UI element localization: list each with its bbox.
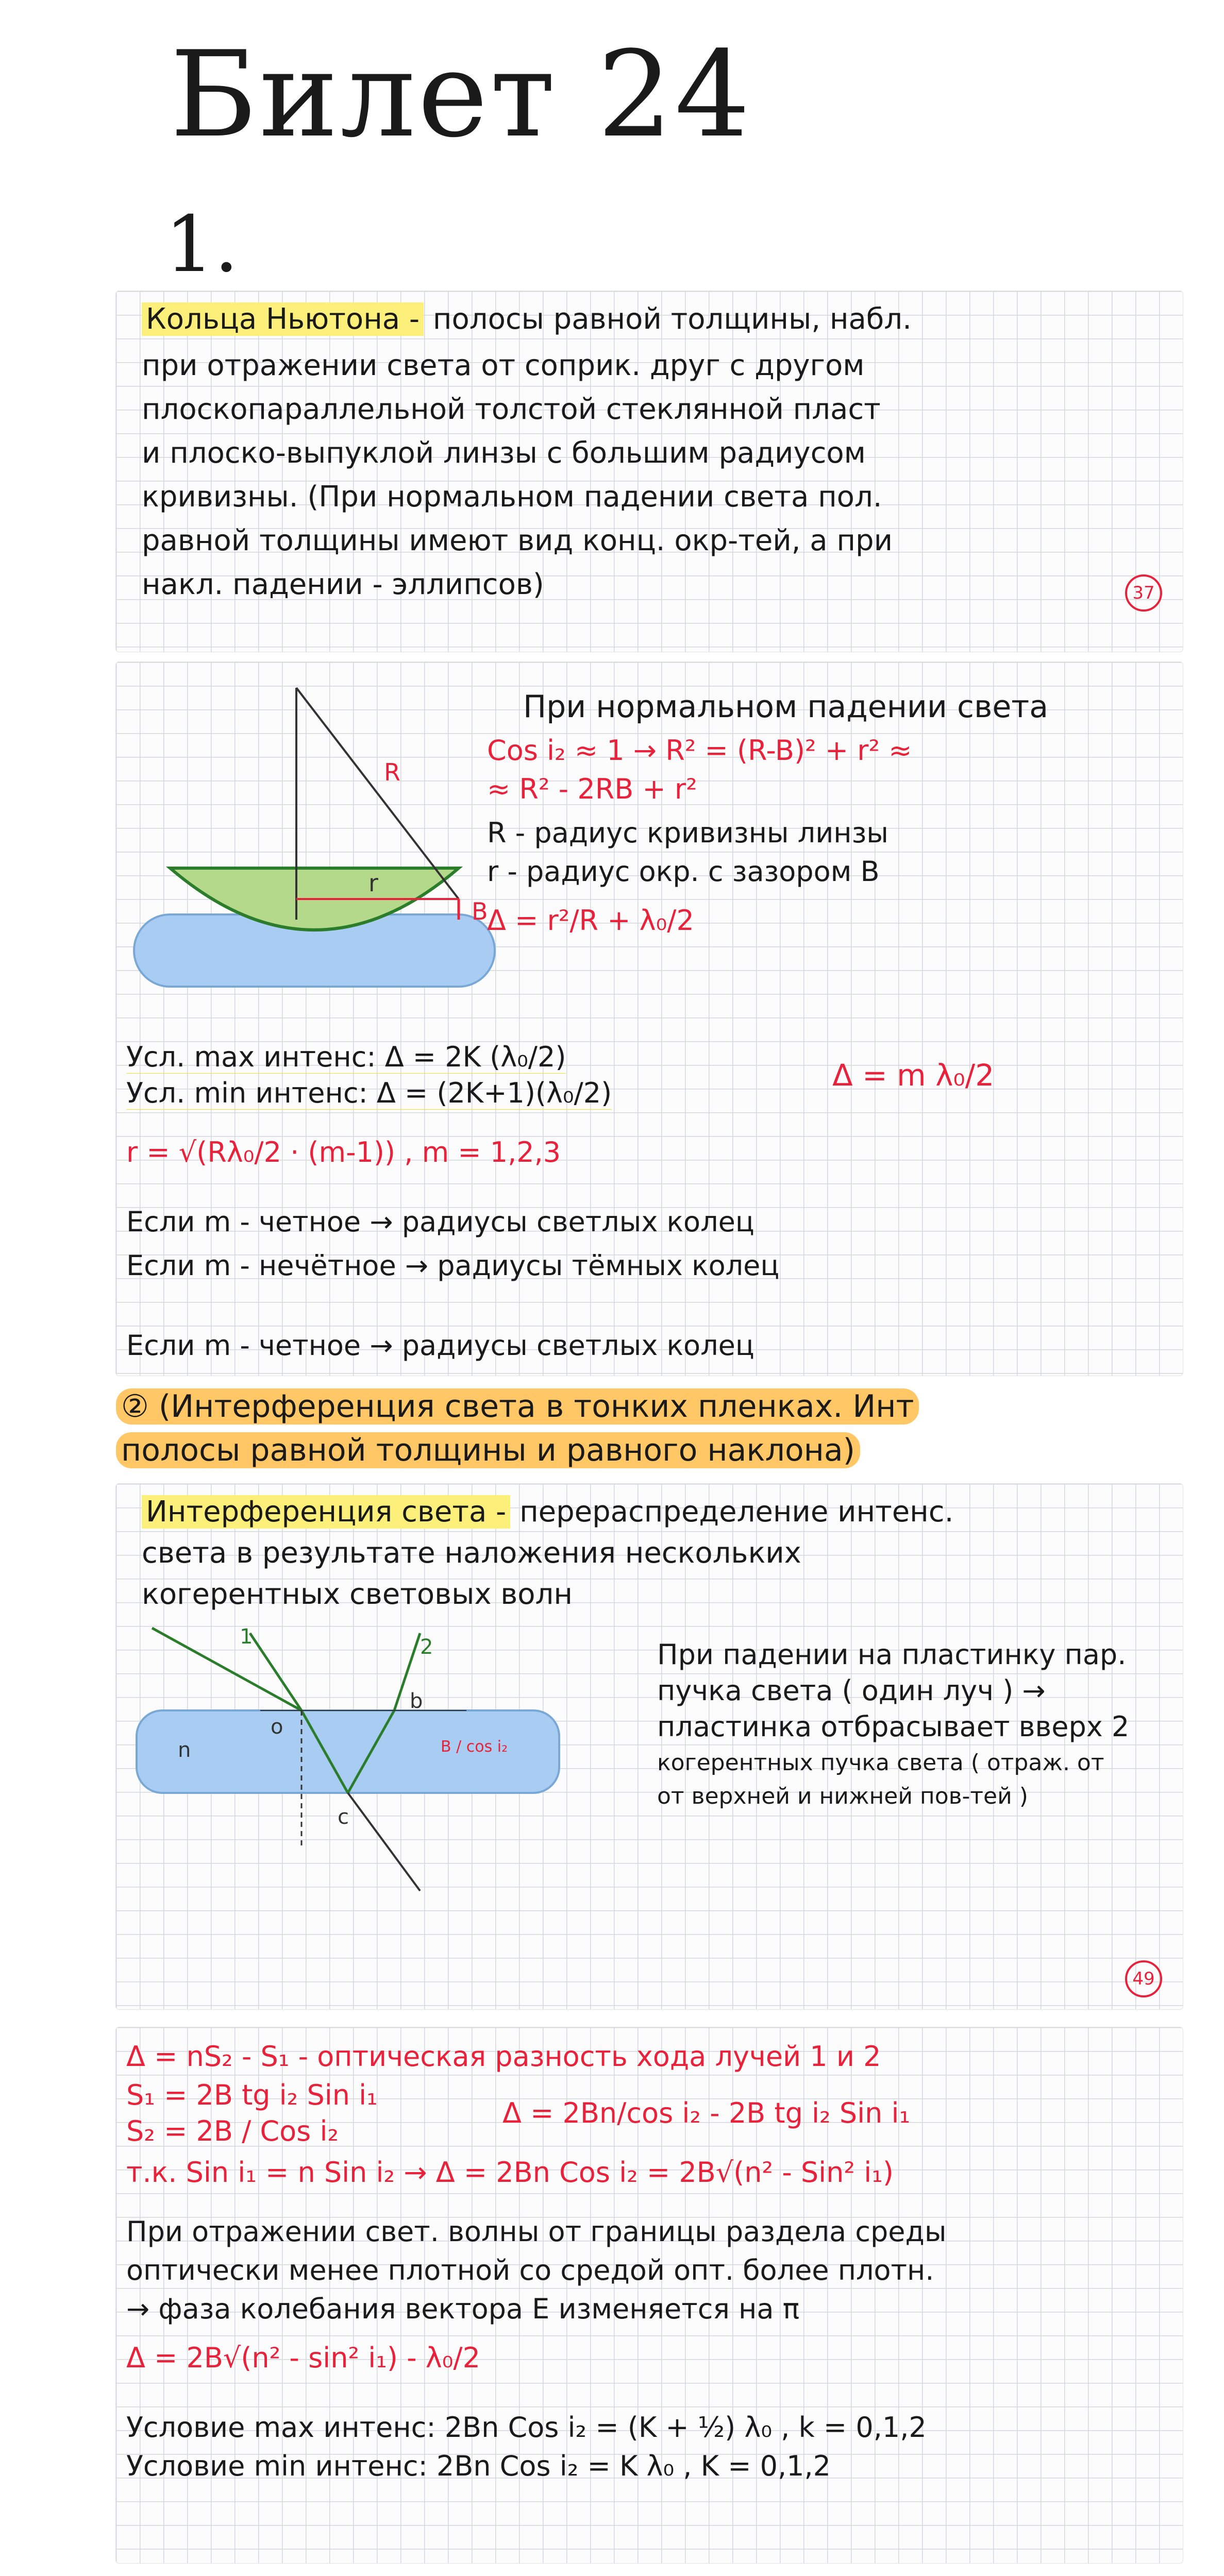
svg-text:2: 2 <box>420 1635 433 1659</box>
condition-max: Условие max интенс: 2Bn Cos i₂ = (K + ½) λ₀ , k = 0,1,2 <box>126 2411 927 2444</box>
delta-with-phase: Δ = 2B√(n² - sin² i₁) - λ₀/2 <box>126 2342 480 2374</box>
card-interference-thin-film <box>116 1484 1183 2009</box>
right-text-1: При падении на пластинку пар. <box>657 1638 1127 1671</box>
def-line-3: когерентных световых волн <box>142 1578 573 1611</box>
card-newton-rings-definition <box>116 291 1183 652</box>
def-line-1: Интерференция света - перераспределение интенс. <box>142 1494 1162 1530</box>
reflection-text-2: оптически менее плотной со средой опт. более плотн. <box>126 2254 934 2286</box>
svg-text:B: B <box>472 897 488 925</box>
right-text-5: от верхней и нижней пов-тей ) <box>657 1783 1028 1809</box>
page-number-badge: 49 <box>1125 1960 1162 1997</box>
line-7: накл. падении - эллипсов) <box>142 568 544 601</box>
condition-join: Δ = m λ₀/2 <box>832 1059 995 1092</box>
condition-max: Усл. max интенс: Δ = 2K (λ₀/2) <box>126 1041 566 1074</box>
banner-thin-films: ② (Интерференция света в тонких пленках. Инт полосы равной толщины и равного наклона) <box>116 1386 1183 1479</box>
s2-formula: S₂ = 2B / Cos i₂ <box>126 2115 339 2147</box>
line-3: плоскопараллельной толстой стеклянной пласт <box>142 393 881 426</box>
svg-text:r: r <box>368 869 378 897</box>
card-path-difference <box>116 2027 1183 2563</box>
def-line-2: света в результате наложения нескольких <box>142 1536 801 1570</box>
reflection-text-3: → фаза колебания вектора E изменяется на π <box>126 2293 800 2325</box>
right-text-2: пучка света ( один луч ) → <box>657 1674 1046 1707</box>
svg-text:n: n <box>178 1738 191 1762</box>
line-4: и плоско-выпуклой линзы с большим радиусом <box>142 436 866 470</box>
line-2: при отражении света от соприк. друг с другом <box>142 349 865 382</box>
lens-diagram-icon <box>126 672 528 1033</box>
cutoff-line: Если m - четное → радиусы светлых колец <box>126 1329 754 1362</box>
svg-text:1: 1 <box>240 1625 253 1649</box>
card-newton-rings-formulas <box>116 662 1183 1376</box>
s1-formula: S₁ = 2B tg i₂ Sin i₁ <box>126 2079 378 2111</box>
radius-R-definition: R - радиус кривизны линзы <box>487 817 888 849</box>
radius-r-definition: r - радиус окр. с зазором B <box>487 855 880 888</box>
svg-text:b: b <box>410 1689 423 1713</box>
page-number-badge: 37 <box>1125 574 1162 612</box>
ticket-title: Билет 24 <box>170 26 752 164</box>
svg-text:o: o <box>271 1715 283 1739</box>
condition-min: Усл. min интенс: Δ = (2K+1)(λ₀/2) <box>126 1077 612 1110</box>
svg-text:B / cos i₂: B / cos i₂ <box>441 1738 508 1756</box>
reflection-text-1: При отражении свет. волны от границы раздела среды <box>126 2215 947 2248</box>
thin-film-diagram-icon <box>131 1623 575 1911</box>
term-highlight: Кольца Ньютона - <box>142 302 424 336</box>
question-1-number: 1. <box>165 200 239 290</box>
svg-text:R: R <box>384 758 400 786</box>
line-1: Кольца Ньютона - полосы равной толщины, набл. <box>142 301 1162 337</box>
path-difference-line: Δ = nS₂ - S₁ - оптическая разность хода лучей 1 и 2 <box>126 2040 881 2073</box>
delta-join: Δ = 2Bn/cos i₂ - 2B tg i₂ Sin i₁ <box>502 2097 911 2129</box>
line-6: равной толщины имеют вид конц. окр-тей, а при <box>142 524 893 557</box>
right-text-3: пластинка отбрасывает вверх 2 <box>657 1710 1130 1743</box>
delta-formula: Δ = r²/R + λ₀/2 <box>487 904 694 937</box>
right-text-1: При нормальном падении света <box>523 690 1048 723</box>
even-m-rule: Если m - четное → радиусы светлых колец <box>126 1206 754 1238</box>
condition-min: Условие min интенс: 2Bn Cos i₂ = K λ₀ , K = 0,1,2 <box>126 2450 831 2482</box>
odd-m-rule: Если m - нечётное → радиусы тёмных колец <box>126 1249 780 1282</box>
formula-approx: ≈ R² - 2RB + r² <box>487 773 697 805</box>
right-text-4: когерентных пучка света ( отраж. от <box>657 1750 1104 1776</box>
snell-line: т.к. Sin i₁ = n Sin i₂ → Δ = 2Bn Cos i₂ = 2B√(n² - Sin² i₁) <box>126 2156 894 2189</box>
formula-cos: Cos i₂ ≈ 1 → R² = (R-B)² + r² ≈ <box>487 734 912 767</box>
ring-radius-formula: r = √(Rλ₀/2 · (m-1)) , m = 1,2,3 <box>126 1136 561 1168</box>
svg-text:c: c <box>338 1805 349 1829</box>
line-5: кривизны. (При нормальном падении света пол. <box>142 480 882 514</box>
